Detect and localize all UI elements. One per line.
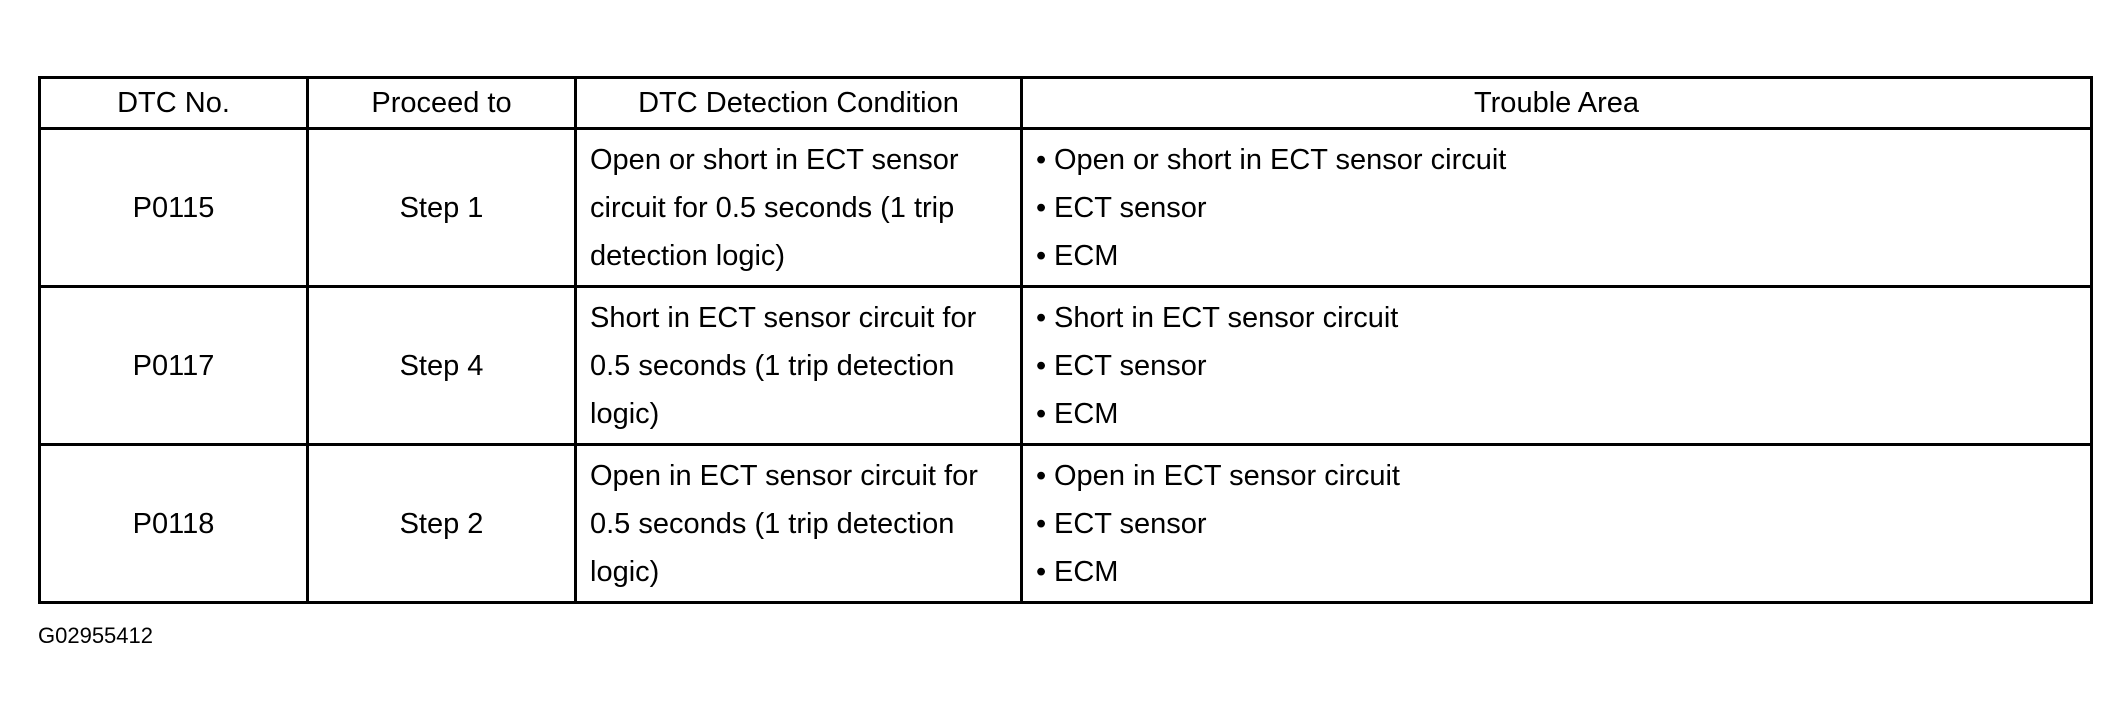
dtc-table xyxy=(38,76,2093,604)
proceed-step-cell: Step 4 xyxy=(308,287,576,445)
table-row xyxy=(40,287,2092,445)
trouble-area-list xyxy=(1036,136,2090,280)
trouble-area-item: • Short in ECT sensor circuit xyxy=(1036,294,2090,342)
header-trouble-area: Trouble Area xyxy=(1022,78,2092,129)
header-dtc-no: DTC No. xyxy=(40,78,308,129)
header-proceed-to: Proceed to xyxy=(308,78,576,129)
trouble-area-item: • ECT sensor xyxy=(1036,500,2090,548)
table-row xyxy=(40,129,2092,287)
detection-condition-cell: Short in ECT sensor circuit for 0.5 seconds (1 trip detection logic) xyxy=(576,287,1022,445)
dtc-code-cell: P0115 xyxy=(40,129,308,287)
trouble-area-cell xyxy=(1022,129,2092,287)
figure-id-label: G02955412 xyxy=(38,623,153,648)
trouble-area-item: • ECT sensor xyxy=(1036,184,2090,232)
trouble-area-list xyxy=(1036,294,2090,438)
trouble-area-list xyxy=(1036,452,2090,596)
trouble-area-cell xyxy=(1022,445,2092,603)
dtc-code-cell: P0117 xyxy=(40,287,308,445)
trouble-area-cell xyxy=(1022,287,2092,445)
trouble-area-item: • ECM xyxy=(1036,548,2090,596)
header-row xyxy=(40,78,2092,129)
proceed-step-cell: Step 1 xyxy=(308,129,576,287)
trouble-area-item: • ECM xyxy=(1036,390,2090,438)
detection-condition-cell: Open in ECT sensor circuit for 0.5 seconds (1 trip detection logic) xyxy=(576,445,1022,603)
trouble-area-item: • ECM xyxy=(1036,232,2090,280)
trouble-area-item: • Open in ECT sensor circuit xyxy=(1036,452,2090,500)
trouble-area-item: • ECT sensor xyxy=(1036,342,2090,390)
table-row xyxy=(40,445,2092,603)
header-detection-condition: DTC Detection Condition xyxy=(576,78,1022,129)
proceed-step-cell: Step 2 xyxy=(308,445,576,603)
dtc-code-cell: P0118 xyxy=(40,445,308,603)
trouble-area-item: • Open or short in ECT sensor circuit xyxy=(1036,136,2090,184)
detection-condition-cell: Open or short in ECT sensor circuit for 0.5 seconds (1 trip detection logic) xyxy=(576,129,1022,287)
